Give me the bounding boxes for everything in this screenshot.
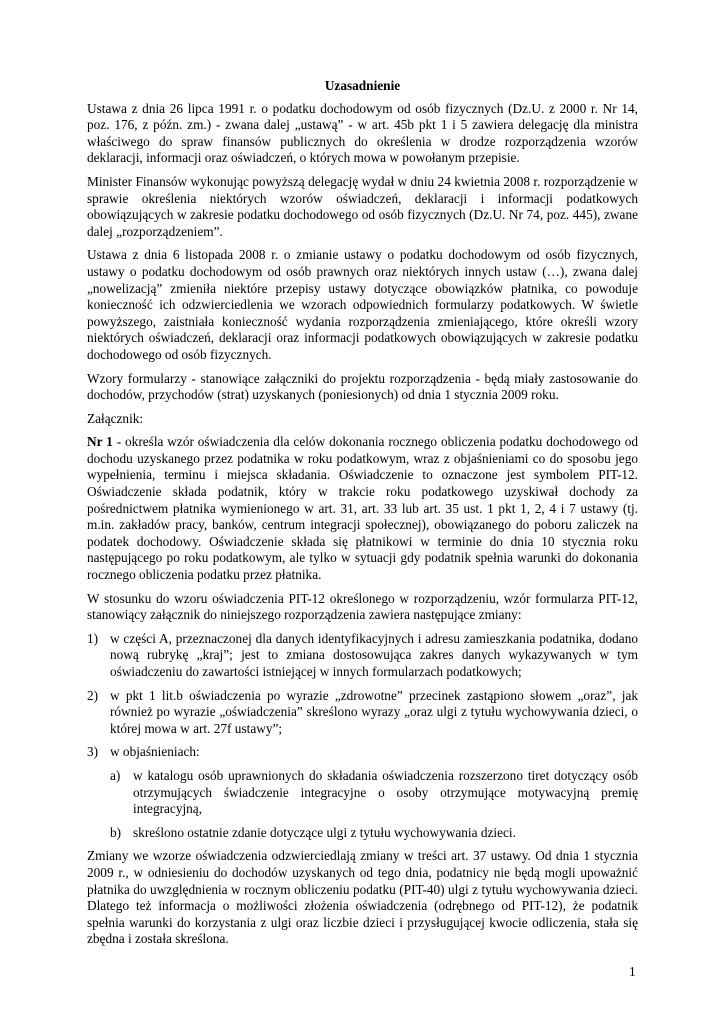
paragraph-annex-1 (87, 434, 638, 583)
paragraph-final: Zmiany we wzorze oświadczenia odzwierciedlają zmiany w treści art. 37 ustawy. Od dnia 1 stycznia 2009 r., w odniesieniu do dochodów uzyskanych od tego dnia, podatnicy nie będą mogli upoważnić płatnika do uwzględnienia w rocznym obliczeniu podatku (PIT-40) ulgi z tytułu wychowywania dzieci. Dlatego też informacja o możliwości złożenia oświadczenia (odrębnego od PIT-12), że podatnik spełnia warunki do korzystania z ulgi oraz liczbie dzieci i przysługującej kwocie odliczenia, stała się zbędna i została skreślona. (87, 848, 638, 947)
paragraph-2: Minister Finansów wykonując powyższą delegację wydał w dniu 24 kwietnia 2008 r. rozporządzenie w sprawie określenia niektórych wzorów oświadczeń, deklaracji i informacji podatkowych obowiązujących w zakresie podatku dochodowego od osób fizycznych (Dz.U. Nr 74, poz. 445), zwane dalej „rozporządzeniem”. (87, 173, 638, 239)
sub-list-item-text: w katalogu osób uprawnionych do składania oświadczenia rozszerzono tiret dotyczący osób otrzymujących świadczenie integracyjne o osoby otrzymujące motywacyjną premię integracyjną, (133, 767, 638, 817)
sub-list-item-text: skreślono ostatnie zdanie dotyczące ulgi z tytułu wychowywania dzieci. (133, 824, 516, 840)
annex-heading: Załącznik: (87, 410, 144, 426)
changes-list (87, 631, 638, 842)
paragraph-changes-intro: W stosunku do wzoru oświadczenia PIT-12 określonego w rozporządzeniu, wzór formularza PIT-12, stanowiący załącznik do niniejszego rozporządzenia zawiera następujące zmiany: (87, 590, 638, 623)
list-item (87, 688, 638, 738)
paragraph-1: Ustawa z dnia 26 lipca 1991 r. o podatku dochodowym od osób fizycznych (Dz.U. z 2000 r. Nr 14, poz. 176, z późn. zm.) - zwana dalej „ustawą” - w art. 45b pkt 1 i 5 zawiera delegację dla ministra właściwego do spraw finansów publicznych do określenia w drodze rozporządzenia wzorów deklaracji, informacji oraz oświadczeń, o których mowa w powołanym przepisie. (87, 100, 638, 166)
sub-list (110, 768, 638, 841)
document-title: Uzasadnienie (324, 78, 401, 93)
list-item-text: w pkt 1 lit.b oświadczenia po wyrazie „zdrowotne” przecinek zastąpiono słowem „oraz”, jak również po wyrazie „oświadczenia” skreślono wyrazy „oraz ulgi z tytułu wychowywania dzieci, o której mowa w art. 27f ustawy”; (110, 687, 638, 736)
list-item-number: 2) (87, 687, 99, 703)
list-item-number: 3) (87, 744, 99, 760)
sub-list-item (110, 825, 638, 842)
annex-description: - określa wzór oświadczenia dla celów dokonania rocznego obliczenia podatku dochodowego od dochodu uzyskanego przez podatnika w roku podatkowym, wraz z objaśnieniami co do sposobu jego wypełnienia, terminu i miejsca składania. Oświadczenie to oznaczone jest symbolem PIT-12. Oświadczenie składa podatnik, który w trakcie roku podatkowego uzyskiwał dochody za pośrednictwem płatnika wymienionego w art. 31, art. 33 lub art. 35 ust. 1 pkt 1, 2, 4 i 7 ustawy (tj. m.in. zakładów pracy, banków, centrum integracji społecznej), obowiązanego do poboru zaliczek na podatek dochodowy. Oświadczenie składa się płatnikowi w terminie do dnia 10 stycznia roku następującego po roku podatkowym, ale tylko w sytuacji gdy podatnik spełnia warunki do dokonania rocznego obliczenia podatku przez płatnika. (87, 434, 638, 583)
paragraph-3: Ustawa z dnia 6 listopada 2008 r. o zmianie ustawy o podatku dochodowym od osób fizycznych, ustawy o podatku dochodowym od osób prawnych oraz niektórych innych ustaw (…), zwana dalej „nowelizacją” zmieniła niektóre przepisy ustawy dotyczące obowiązków płatnika, co powoduje konieczność ich odzwierciedlenia we wzorach odpowiednich formularzy podatkowych. W świetle powyższego, zaistniała konieczność wydania rozporządzenia zmieniającego, które określi wzory niektórych oświadczeń, deklaracji oraz informacji podatkowych obowiązujących w zakresie podatku dochodowego od osób fizycznych. (87, 247, 638, 362)
list-item-text: w części A, przeznaczonej dla danych identyfikacyjnych i adresu zamieszkania podatnika, dodano nową rubrykę „kraj”; jest to zmiana dostosowująca zakres danych wykazywanych w tym oświadczeniu do zawartości istniejącej w innych formularzach podatkowych; (110, 630, 638, 679)
list-item-number: 1) (87, 630, 99, 646)
page-number: 1 (629, 964, 636, 979)
annex-number: Nr 1 (87, 434, 113, 450)
paragraph-4: Wzory formularzy - stanowiące załączniki do projektu rozporządzenia - będą miały zastosowanie do dochodów, przychodów (strat) uzyskanych (poniesionych) od dnia 1 stycznia 2009 roku. (87, 370, 638, 403)
list-item (87, 744, 638, 841)
document-page (87, 78, 638, 955)
list-item (87, 631, 638, 681)
sub-list-item-letter: b) (110, 824, 122, 840)
sub-list-item-letter: a) (110, 767, 121, 783)
sub-list-item (110, 768, 638, 818)
list-item-text: w objaśnieniach: (110, 744, 200, 760)
